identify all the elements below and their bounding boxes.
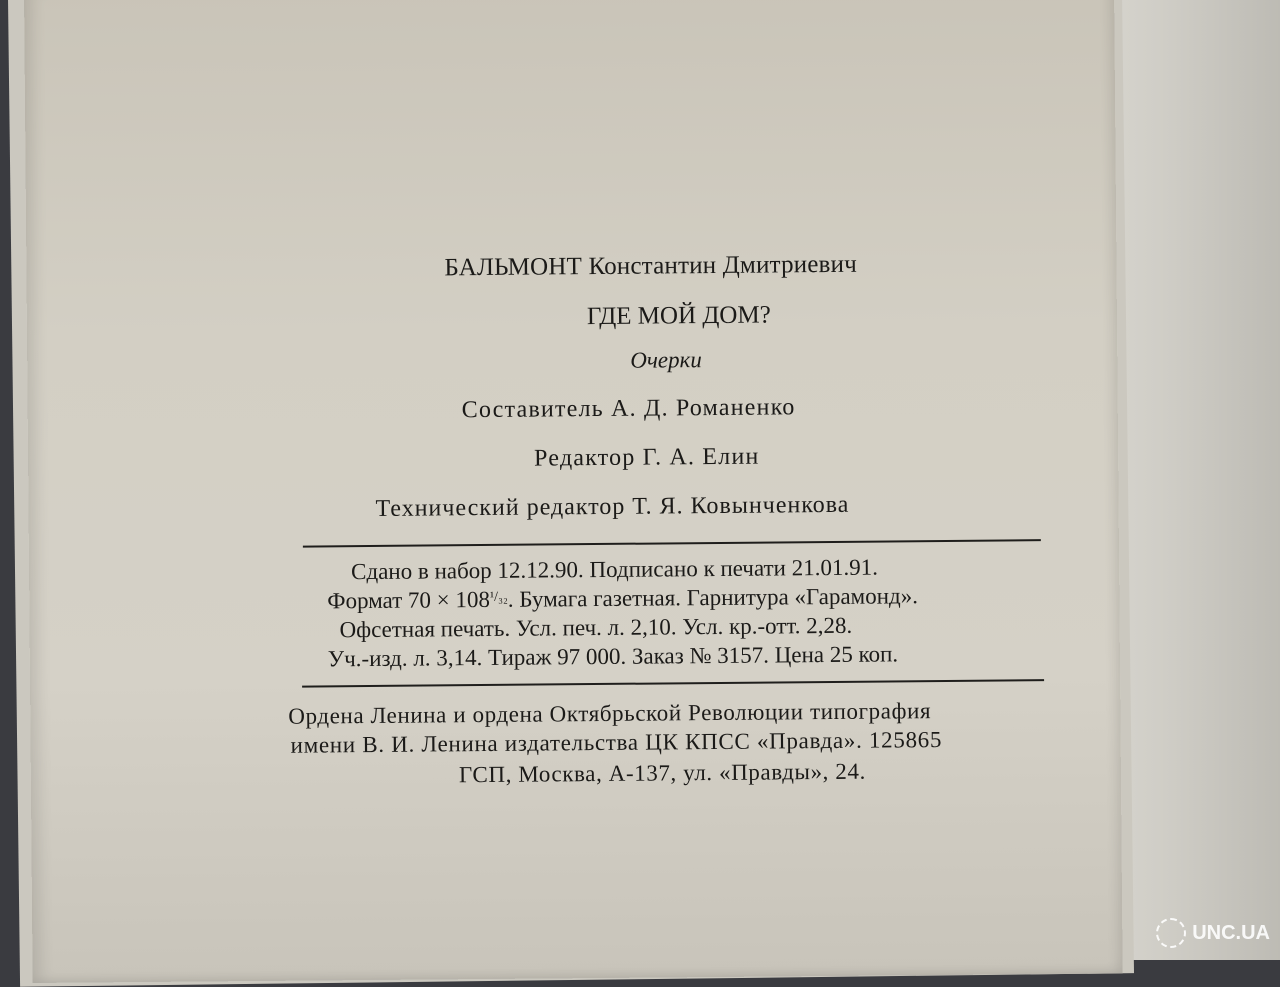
watermark-text: UNC.UA [1192, 921, 1270, 944]
compiler-line: Составитель А. Д. Романенко [461, 394, 796, 424]
tech-editor-line: Технический редактор Т. Я. Ковынченкова [375, 491, 850, 522]
print-info-line-3: Офсетная печать. Усл. печ. л. 2,10. Усл. кр.-отт. 2,28. [339, 612, 853, 643]
paper-typeface-text: . Бумага газетная. Гарнитура «Гарамонд». [507, 583, 919, 612]
book-title: ГДЕ МОЙ ДОМ? [586, 301, 771, 331]
printer-line-2: имени В. И. Ленина издательства ЦК КПСС «Правда». 125865 [290, 727, 943, 758]
print-info-line-1: Сдано в набор 12.12.90. Подписано к печати 21.01.91. [350, 554, 879, 585]
format-fraction: ¹/₃₂ [489, 589, 508, 605]
middle-rule [302, 679, 1044, 687]
book-page [24, 0, 1123, 983]
printer-line-1: Ордена Ленина и ордена Октябрьской Революции типография [288, 698, 932, 729]
author-line: БАЛЬМОНТ Константин Дмитриевич [444, 250, 858, 282]
site-watermark [1156, 918, 1270, 948]
print-info-line-2 [327, 583, 918, 614]
genre-label: Очерки [630, 347, 702, 373]
format-text: Формат 70 × 108 [327, 586, 491, 614]
top-rule [303, 539, 1041, 547]
print-info-line-4: Уч.-изд. л. 3,14. Тираж 97 000. Заказ № 3157. Цена 25 коп. [327, 641, 899, 672]
editor-line: Редактор Г. А. Елин [534, 443, 760, 472]
watermark-logo-icon [1156, 918, 1186, 948]
printer-line-3: ГСП, Москва, А-137, ул. «Правды», 24. [458, 758, 866, 788]
